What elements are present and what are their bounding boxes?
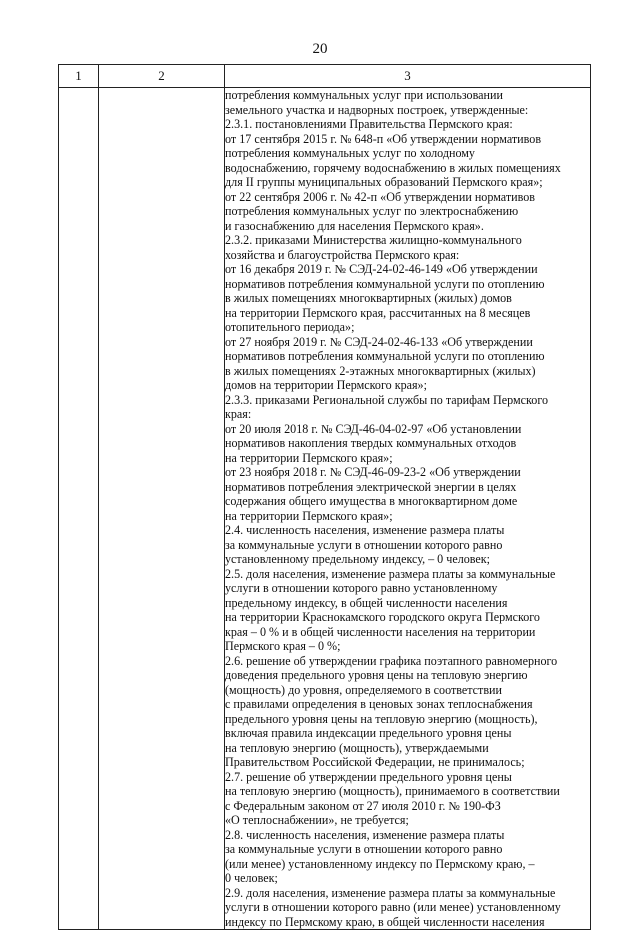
text-line: земельного участка и надворных построек, утвержденные:	[225, 102, 529, 117]
text-line: от 22 сентября 2006 г. № 42-п «Об утверждении нормативов	[225, 189, 535, 204]
text-line: с Федеральным законом от 27 июля 2010 г. № 190-ФЗ	[225, 798, 501, 813]
text-line: на территории Краснокамского городского округа Пермского	[225, 610, 540, 624]
text-line: 2.9. доля населения, изменение размера платы за коммунальные	[225, 885, 556, 900]
text-line: потребления коммунальных услуг при использовании	[225, 88, 503, 102]
column-header-2: 2	[99, 65, 225, 88]
text-line: для II группы муниципальных образований Пермского края»;	[225, 175, 543, 189]
text-line: 2.5. доля населения, изменение размера платы за коммунальные	[225, 566, 556, 581]
text-line: «О теплоснабжении», не требуется;	[225, 813, 409, 827]
text-line: за коммунальные услуги в отношении которого равно	[225, 842, 503, 856]
text-line: на тепловую энергию (мощность), принимаемого в соответствии	[225, 784, 560, 798]
text-line: 2.3.3. приказами Региональной службы по тарифам Пермского	[225, 392, 549, 407]
text-line: 2.7. решение об утверждении предельного уровня цены	[225, 769, 512, 784]
text-line: нормативов потребления коммунальной услуги по отоплению	[225, 349, 545, 363]
text-line: (или менее) установленному индексу по Пермскому краю, –	[225, 856, 535, 871]
text-line: нормативов накопления твердых коммунальных отходов	[225, 436, 517, 450]
text-line: от 27 ноября 2019 г. № СЭД-24-02-46-133 «Об утверждении	[225, 334, 533, 349]
text-line: края:	[225, 407, 252, 421]
text-line: и газоснабжению для населения Пермского края».	[225, 218, 484, 233]
text-line: 2.3.2. приказами Министерства жилищно-коммунального	[225, 233, 522, 247]
text-line: потребления коммунальных услуг по электроснабжению	[225, 204, 519, 218]
text-line: в жилых помещениях многоквартирных (жилых) домов	[225, 291, 512, 305]
text-line: от 16 декабря 2019 г. № СЭД-24-02-46-149 «Об утверждении	[225, 262, 538, 276]
text-line: потребления коммунальных услуг по холодному	[225, 146, 475, 160]
page-number: 20	[312, 41, 328, 57]
text-line: 2.4. численность населения, изменение размера платы	[225, 523, 505, 537]
text-line: включая правила индексации предельного уровня цены	[225, 726, 512, 740]
text-line: хозяйства и благоустройства Пермского края:	[225, 247, 460, 262]
text-line: содержания общего имущества в многоквартирном доме	[225, 494, 518, 508]
text-line: доведения предельного уровня цены на тепловую энергию	[225, 668, 528, 682]
text-line: от 23 ноября 2018 г. № СЭД-46-09-23-2 «Об утверждении	[225, 465, 521, 479]
table-body-row	[59, 88, 591, 930]
text-line: предельного уровня цены на тепловую энергию (мощность),	[225, 711, 538, 726]
text-line: водоснабжению, горячему водоснабжению в жилых помещениях	[225, 160, 561, 175]
table-header-row	[59, 65, 591, 88]
text-line: за коммунальные услуги в отношении которого равно	[225, 537, 503, 552]
text-line: в жилых помещениях 2-этажных многоквартирных (жилых)	[225, 363, 536, 378]
text-line: индексу по Пермскому краю, в общей численности населения	[225, 914, 545, 929]
text-line: Правительством Российской Федерации, не принималось;	[225, 755, 525, 769]
text-line: с правилами определения в ценовых зонах теплоснабжения	[225, 697, 533, 711]
text-line: нормативов потребления коммунальной услуги по отоплению	[225, 276, 545, 291]
text-line: домов на территории Пермского края»;	[225, 378, 427, 392]
text-line: (мощность) до уровня, определяемого в соответствии	[225, 682, 502, 697]
text-line: установленному предельному индексу, – 0 человек;	[225, 552, 491, 566]
text-line: 0 человек;	[225, 871, 278, 885]
text-line: Пермского края – 0 %;	[225, 639, 341, 653]
document-table	[58, 64, 591, 930]
text-line: на территории Пермского края, рассчитанных на 8 месяцев	[225, 305, 531, 320]
text-line: услуги в отношении которого равно (или менее) установленному	[225, 900, 561, 914]
column-2-cell	[99, 88, 225, 930]
text-line: 2.6. решение об утверждении графика поэтапного равномерного	[225, 653, 558, 668]
column-header-3: 3	[225, 65, 591, 88]
text-line: 2.3.1. постановлениями Правительства Пермского края:	[225, 117, 513, 131]
text-line: 2.8. численность населения, изменение размера платы	[225, 827, 505, 842]
text-line: предельному индексу, в общей численности населения	[225, 595, 508, 610]
text-line: нормативов потребления электрической энергии в целях	[225, 479, 517, 494]
text-line: на территории Пермского края»;	[225, 450, 393, 465]
column-header-1: 1	[59, 65, 99, 88]
text-line: края – 0 % и в общей численности населения на территории	[225, 624, 536, 639]
text-line: на территории Пермского края»;	[225, 508, 393, 523]
text-line: услуги в отношении которого равно установленному	[225, 581, 498, 595]
column-1-cell	[59, 88, 99, 930]
text-line: отопительного периода»;	[225, 320, 355, 334]
column-3-content	[225, 88, 591, 930]
text-line: от 20 июля 2018 г. № СЭД-46-04-02-97 «Об установлении	[225, 421, 522, 436]
text-line: на тепловую энергию (мощность), утверждаемыми	[225, 740, 489, 755]
text-line: от 17 сентября 2015 г. № 648-п «Об утверждении нормативов	[225, 131, 542, 146]
